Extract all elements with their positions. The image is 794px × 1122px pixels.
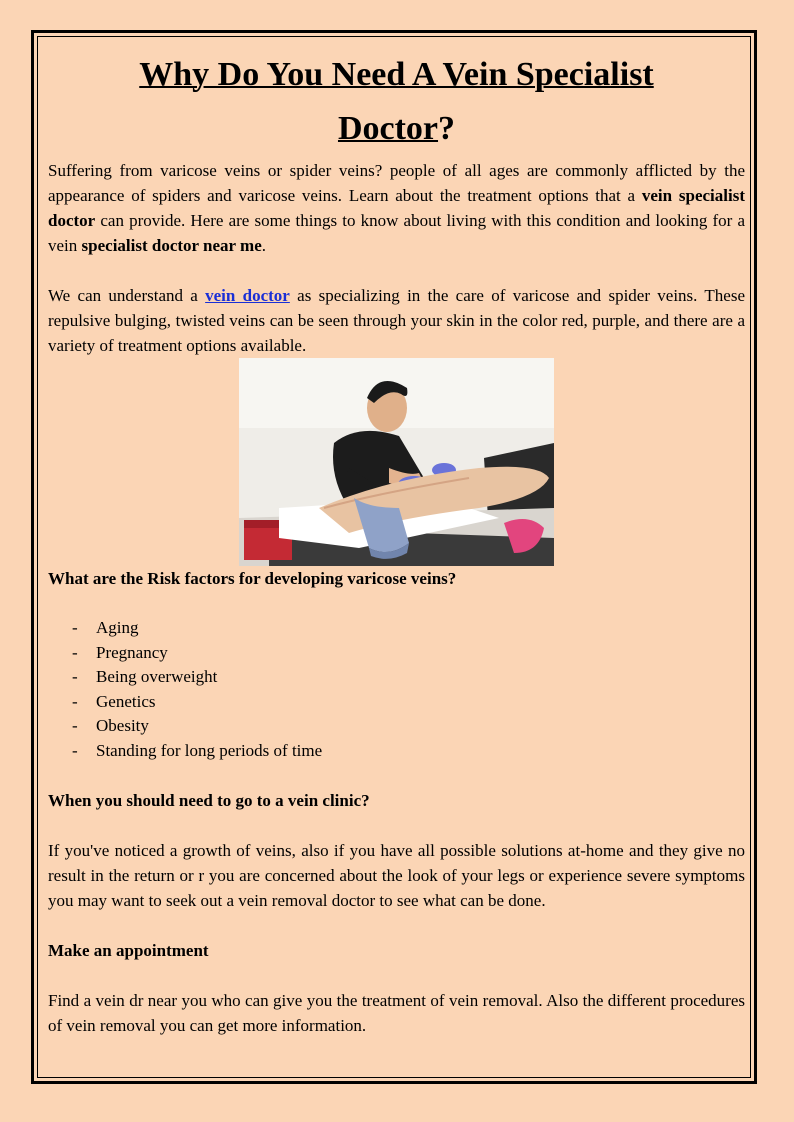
para2-text-2: as specializing in the care of varicose and spider veins. These repulsive bulging, twisted veins can be seen through your skin in the color red, purple, and there are a variety of treatment options available. xyxy=(48,286,745,355)
risk-factors-heading: What are the Risk factors for developing varicose veins? xyxy=(48,569,457,588)
vein-doctor-paragraph xyxy=(48,283,745,358)
page-title xyxy=(48,48,745,156)
intro-bold-vein-specialist: vein specialist doctor xyxy=(48,186,745,230)
appointment-heading: Make an appointment xyxy=(48,941,209,960)
para2-text-1: We can understand a xyxy=(48,286,206,305)
list-item: - Standing for long periods of time xyxy=(72,740,323,760)
risk-factors-list xyxy=(48,616,745,763)
intro-text-3: . xyxy=(261,236,266,255)
intro-paragraph xyxy=(48,158,745,258)
title-question-mark: ? xyxy=(438,110,456,147)
list-item: - Genetics xyxy=(72,691,156,711)
appointment-paragraph: Find a vein dr near you who can give you the treatment of vein removal. Also the different procedures of vein removal you can get more information. xyxy=(48,991,745,1035)
vein-clinic-heading: When you should need to go to a vein clinic? xyxy=(48,791,370,810)
list-item: - Pregnancy xyxy=(72,642,168,662)
vein-clinic-paragraph: If you've noticed a growth of veins, also if you have all possible solutions at-home and they give no result in the return or r you are concerned about the look of your legs or experience severe symptoms you may want to seek out a vein removal doctor to see what can be done. xyxy=(48,841,745,910)
list-item: - Being overweight xyxy=(72,667,218,686)
list-item: - Obesity xyxy=(72,716,149,735)
vein-doctor-link[interactable]: vein doctor xyxy=(205,286,290,305)
document-body xyxy=(48,48,745,1038)
title-line-1: Why Do You Need A Vein Specialist xyxy=(139,56,654,93)
list-item: - Aging xyxy=(72,618,139,637)
intro-text-2: can provide. Here are some things to know about living with this condition and looking for a vein xyxy=(48,211,745,255)
title-doctor: Doctor xyxy=(337,110,439,147)
intro-text-1: Suffering from varicose veins or spider veins? people of all ages are commonly afflicted by the appearance of spiders and varicose veins. Learn about the treatment options that a xyxy=(48,161,745,205)
intro-bold-near-me: specialist doctor near me xyxy=(81,236,262,255)
vein-treatment-photo xyxy=(239,358,554,566)
